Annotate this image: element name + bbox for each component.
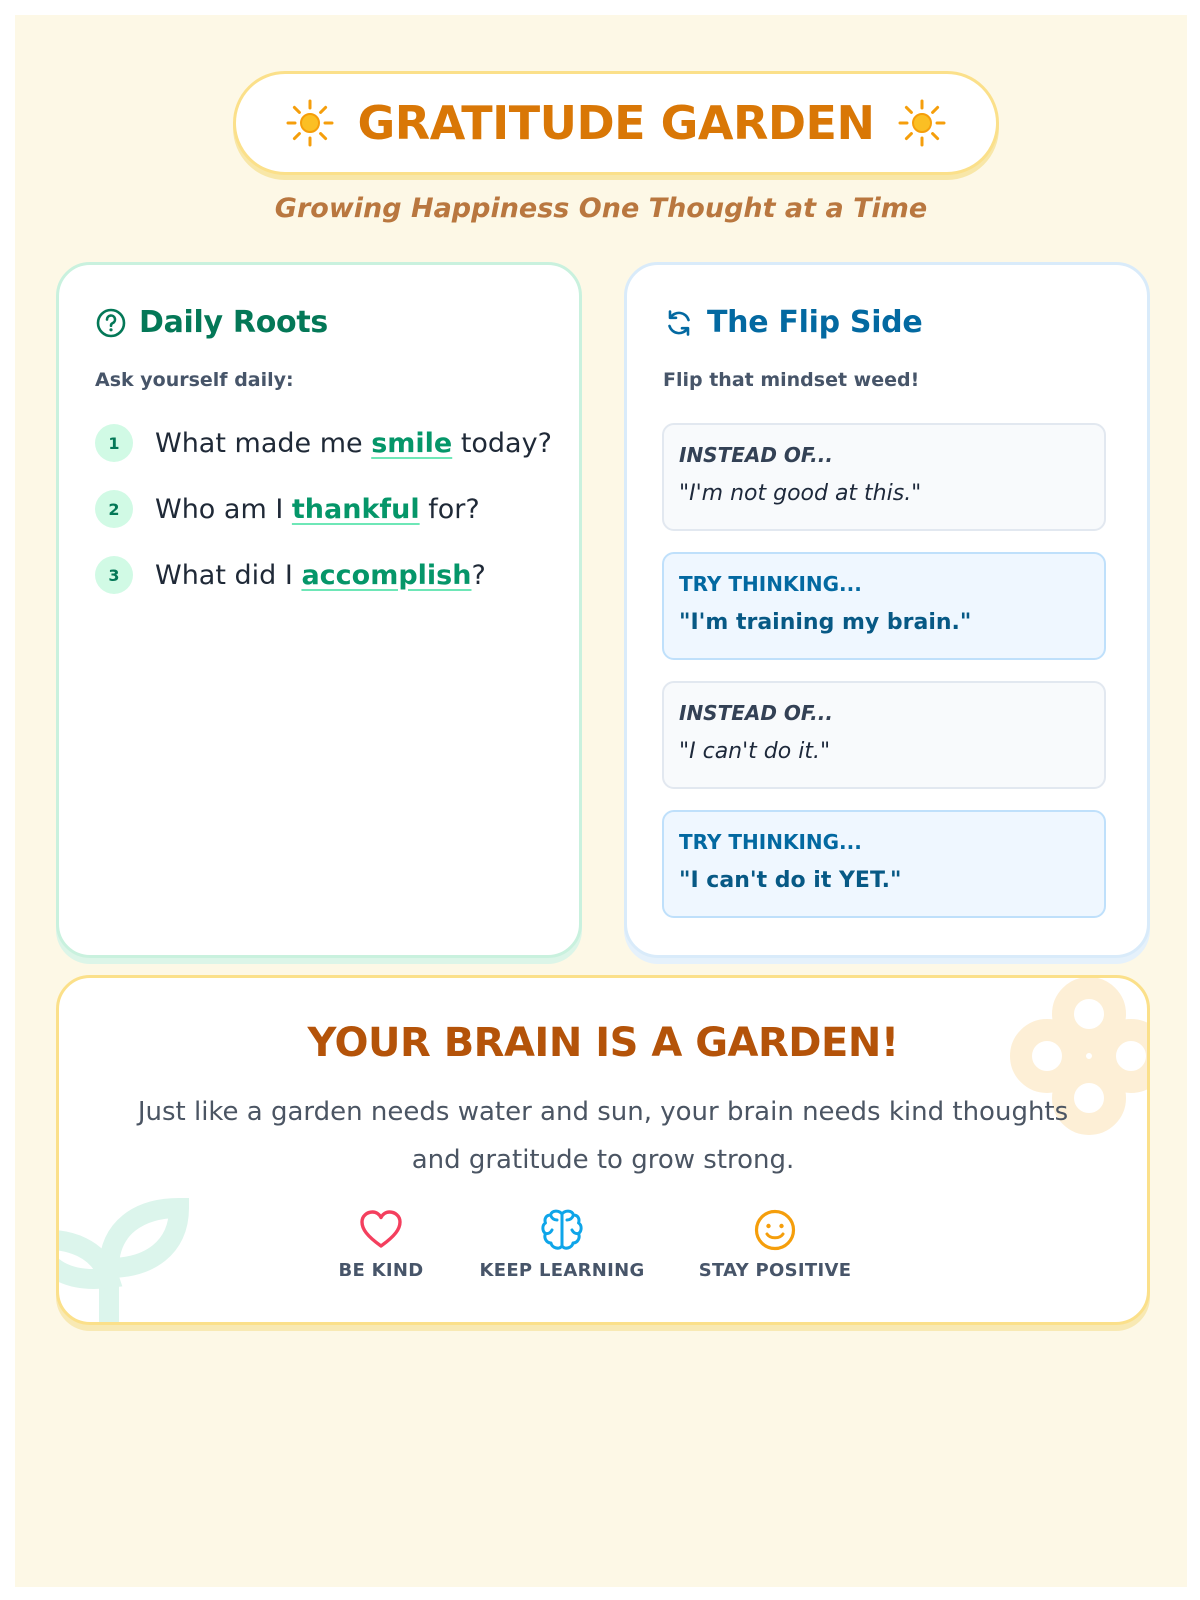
value-label: KEEP LEARNING (479, 1260, 645, 1281)
flip-side-header (663, 305, 922, 340)
daily-roots-title: Daily Roots (139, 305, 328, 340)
question-highlight: accomplish (301, 559, 472, 591)
try-thinking-quote: "I'm training my brain." (679, 610, 972, 635)
instead-of-quote: "I can't do it." (679, 739, 831, 764)
question-highlight: thankful (291, 493, 420, 525)
sprout-icon (56, 1168, 199, 1325)
page-title: GRATITUDE GARDEN (357, 96, 875, 150)
instead-of-box (662, 681, 1106, 789)
question-text: Who am I thankful for? (155, 493, 480, 525)
question-text: What did I accomplish? (155, 559, 486, 591)
flip-list (662, 423, 1106, 939)
value-stay-positive (675, 1206, 875, 1281)
flip-side-title: The Flip Side (707, 305, 923, 340)
instead-of-box (662, 423, 1106, 531)
daily-roots-header (95, 305, 328, 340)
question-number-badge: 3 (95, 556, 133, 594)
brain-icon (538, 1206, 586, 1254)
instead-of-quote: "I'm not good at this." (679, 481, 922, 506)
smile-icon (751, 1206, 799, 1254)
value-label: BE KIND (338, 1260, 424, 1281)
instead-of-label: INSTEAD OF... (679, 701, 833, 725)
page-background (15, 15, 1187, 1587)
value-be-kind (281, 1206, 481, 1281)
question-number-badge: 2 (95, 490, 133, 528)
list-item (95, 489, 552, 529)
flip-side-card (624, 262, 1150, 958)
instead-of-label: INSTEAD OF... (679, 443, 833, 467)
try-thinking-label: TRY THINKING... (679, 830, 862, 854)
sun-icon (284, 97, 336, 149)
question-circle-icon (95, 307, 127, 339)
daily-roots-card (56, 262, 582, 958)
refresh-icon (663, 307, 695, 339)
heart-icon (357, 1206, 405, 1254)
garden-description: Just like a garden needs water and sun, your brain needs kind thoughts and gratitude to grow strong. (137, 1097, 1069, 1175)
garden-heading: YOUR BRAIN IS A GARDEN! (307, 1020, 899, 1066)
flip-side-intro: Flip that mindset weed! (663, 369, 920, 391)
brain-garden-card (56, 975, 1150, 1325)
title-banner (233, 71, 999, 175)
question-list (95, 423, 552, 621)
sun-icon (896, 97, 948, 149)
daily-roots-intro: Ask yourself daily: (95, 369, 294, 391)
try-thinking-label: TRY THINKING... (679, 572, 862, 596)
value-keep-learning (462, 1206, 662, 1281)
try-thinking-quote: "I can't do it YET." (679, 868, 902, 893)
try-thinking-box (662, 810, 1106, 918)
try-thinking-box (662, 552, 1106, 660)
list-item (95, 423, 552, 463)
value-label: STAY POSITIVE (698, 1260, 852, 1281)
question-text: What made me smile today? (155, 427, 552, 459)
question-number-badge: 1 (95, 424, 133, 462)
question-highlight: smile (371, 427, 453, 459)
page-subtitle: Growing Happiness One Thought at a Time (274, 193, 928, 224)
list-item (95, 555, 552, 595)
